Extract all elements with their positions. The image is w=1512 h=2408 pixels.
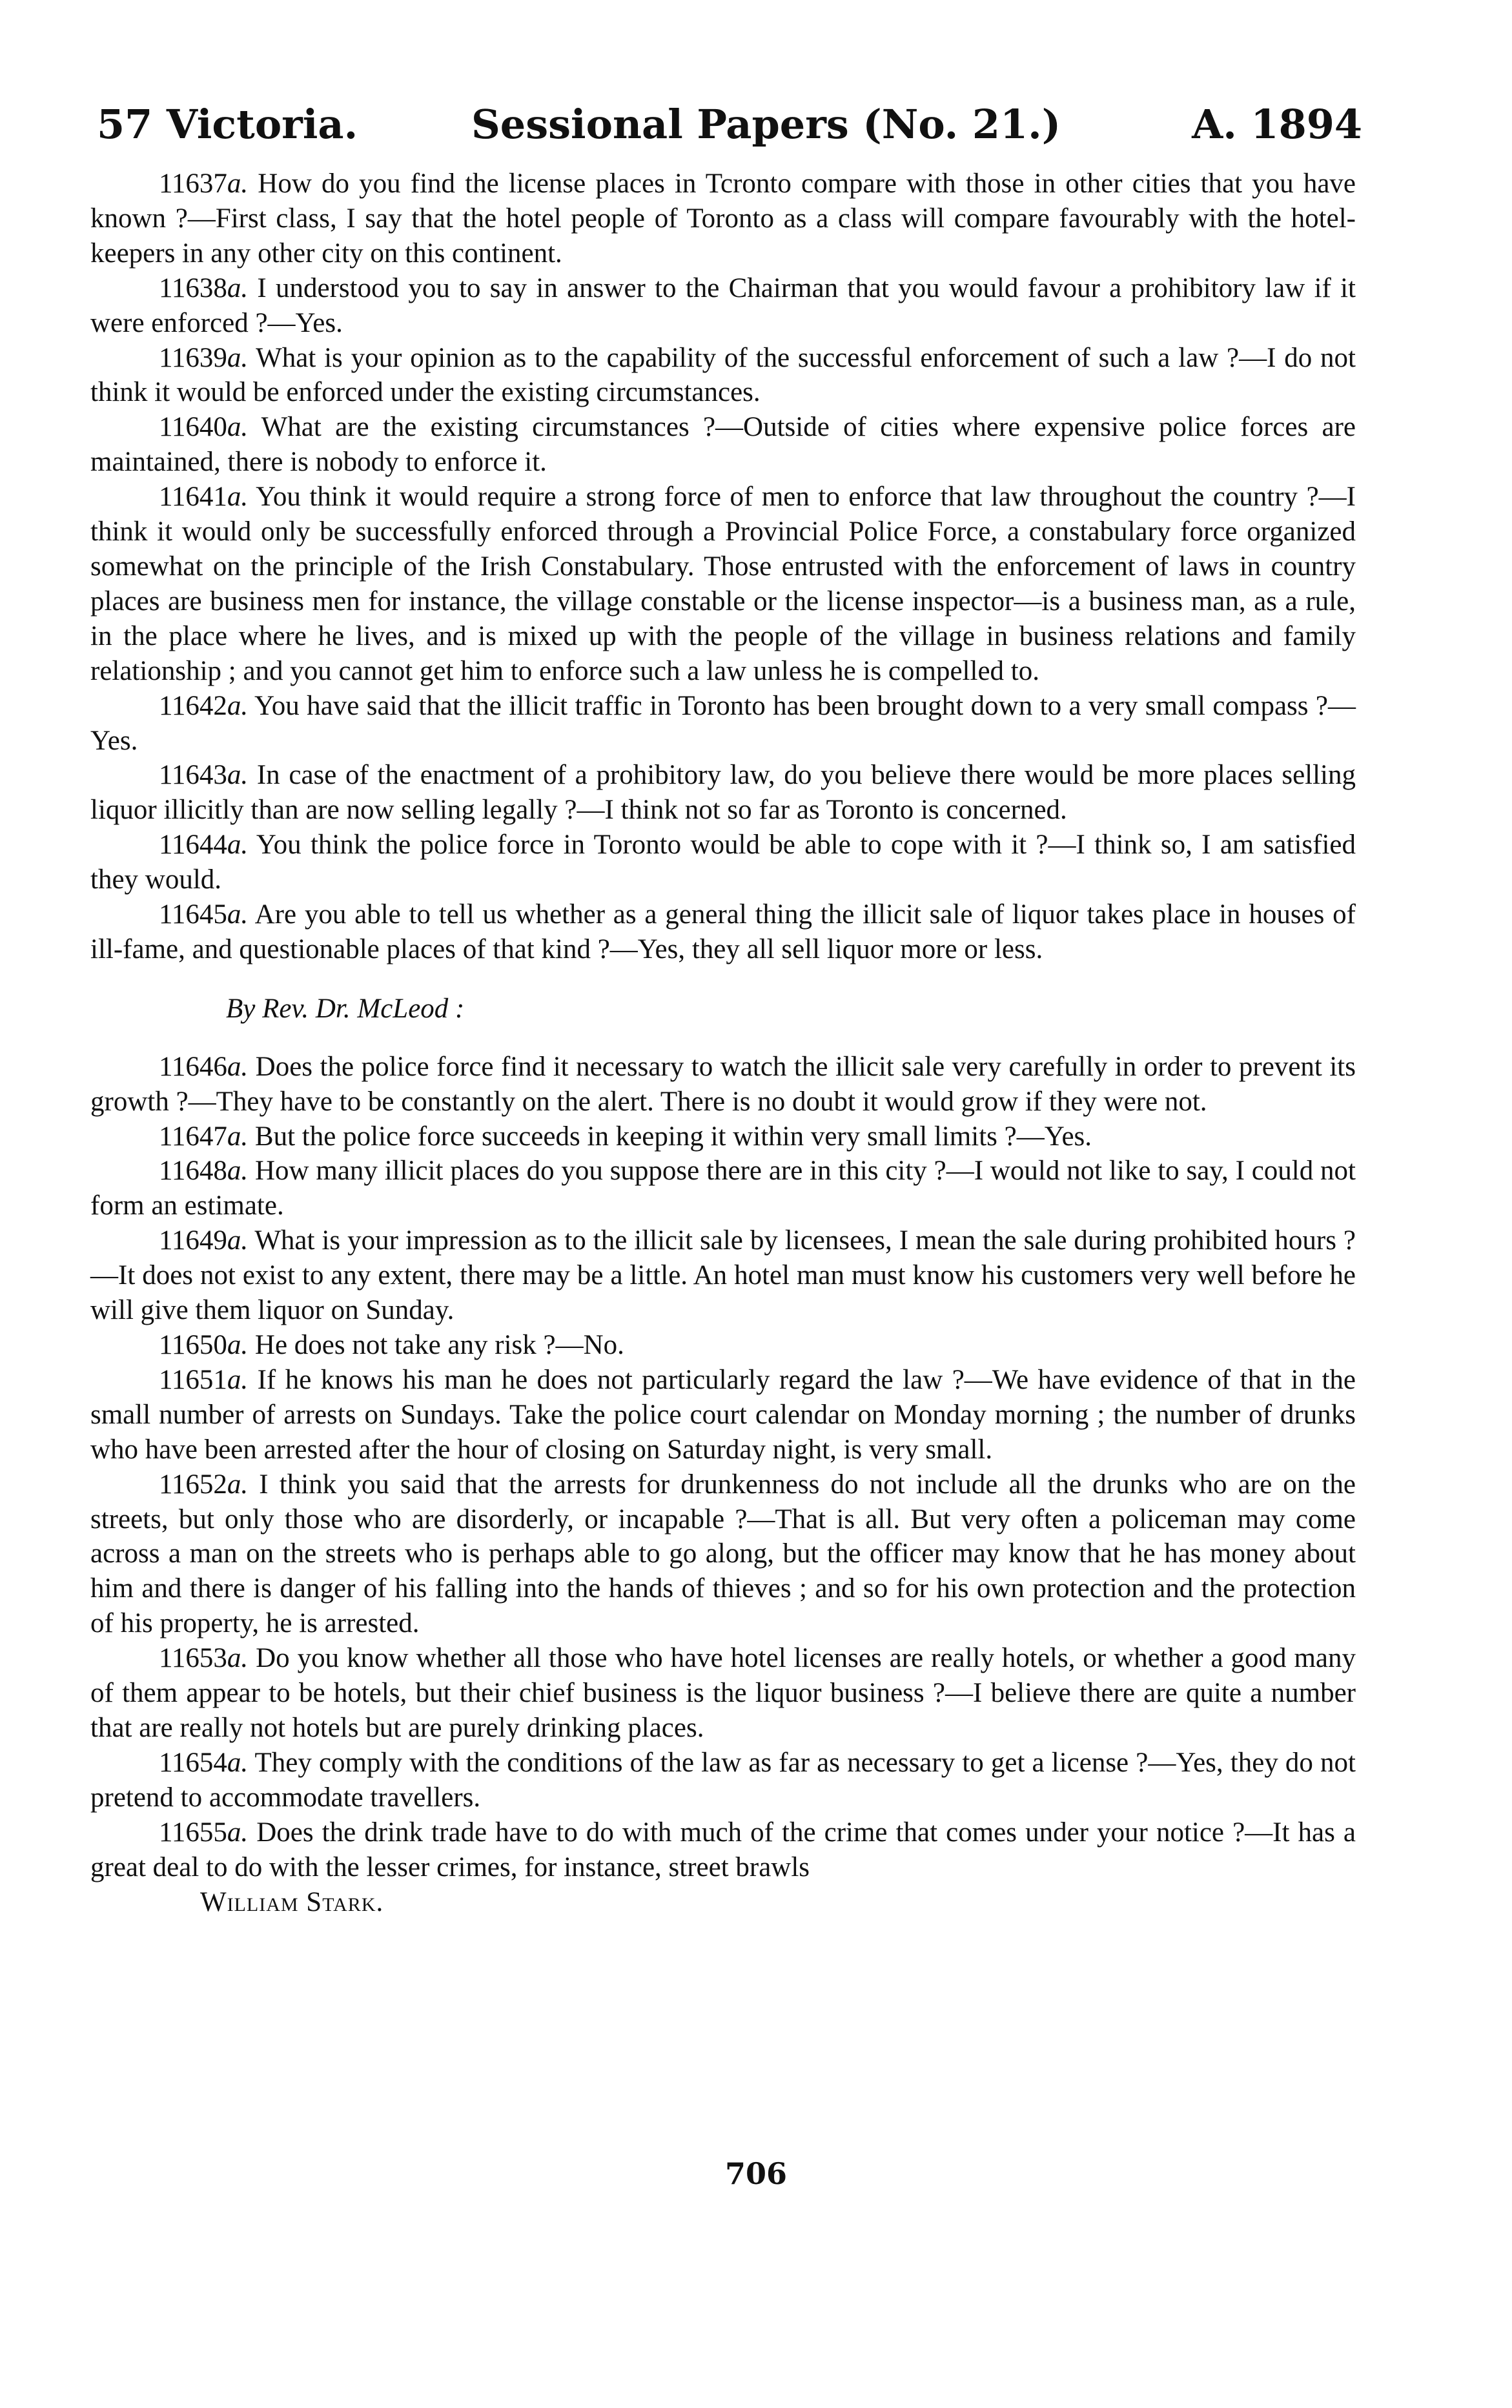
question-text: Does the police force find it necessary to watch the illicit sale very carefully in order to prevent its growth ?—They have to be constantly on the alert. There is no doubt it would grow if they were not. <box>90 1051 1356 1117</box>
question-text: How do you find the license places in Tcronto compare with those in other cities that you have known ?—First class, I say that the hotel people of Toronto as a class will compare favourably with the hotel-keepers in any other city on this continent. <box>90 168 1356 269</box>
question-text: What are the existing circumstances ?—Outside of cities where expensive police forces are maintained, there is nobody to enforce it. <box>90 412 1356 478</box>
question-number-suffix: a. <box>227 272 249 303</box>
question-number <box>159 1156 248 1186</box>
question-number <box>159 1469 248 1500</box>
question-paragraph <box>90 1328 1356 1363</box>
question-text: They comply with the conditions of the law as far as necessary to get a license ?—Yes, they do not pretend to accommodate travellers. <box>90 1747 1356 1813</box>
question-number-digits: 11650 <box>159 1330 227 1360</box>
question-number-suffix: a. <box>227 760 249 791</box>
question-number <box>159 830 248 860</box>
question-number-suffix: a. <box>227 482 249 513</box>
question-number <box>159 1643 248 1673</box>
question-number <box>159 1121 248 1152</box>
question-number-suffix: a. <box>227 1643 249 1674</box>
question-number-suffix: a. <box>227 1469 249 1500</box>
question-number <box>159 1052 248 1082</box>
question-number-digits: 11645 <box>159 899 227 930</box>
question-number <box>159 1365 248 1395</box>
witness-signature: William Stark. <box>200 1886 384 1917</box>
question-paragraph <box>90 480 1356 688</box>
question-number <box>159 1748 248 1778</box>
question-number-suffix: a. <box>227 1330 249 1360</box>
question-number <box>159 273 248 303</box>
question-text: But the police force succeeds in keeping it within very small limits ?—Yes. <box>248 1121 1092 1152</box>
question-number-digits: 11641 <box>159 482 227 513</box>
questions-after-byline <box>90 1050 1356 1885</box>
question-text: You think the police force in Toronto would be able to cope with it ?—I think so, I am satisfied they would. <box>90 830 1356 895</box>
question-number-suffix: a. <box>227 1156 249 1187</box>
question-number-digits: 11655 <box>159 1817 227 1848</box>
question-number-suffix: a. <box>227 412 249 443</box>
question-paragraph <box>90 758 1356 828</box>
question-number-suffix: a. <box>227 168 249 199</box>
page-body <box>90 167 1356 1919</box>
question-text: You have said that the illicit traffic in Toronto has been brought down to a very small compass ?—Yes. <box>90 690 1356 756</box>
question-number-suffix: a. <box>227 342 249 373</box>
question-number-digits: 11653 <box>159 1643 227 1674</box>
question-paragraph <box>90 1050 1356 1119</box>
question-text: Are you able to tell us whether as a general thing the illicit sale of liquor takes place in houses of ill-fame, and questionable places of that kind ?—Yes, they all sell liquor more or less. <box>90 899 1356 964</box>
question-number-digits: 11637 <box>159 168 227 199</box>
question-paragraph <box>90 1746 1356 1815</box>
byline: By Rev. Dr. McLeod : <box>226 993 465 1024</box>
question-number-digits: 11638 <box>159 272 227 303</box>
question-number-suffix: a. <box>227 1364 249 1395</box>
question-paragraph <box>90 689 1356 759</box>
question-text: In case of the enactment of a prohibitory law, do you believe there would be more places selling liquor illicitly than are now selling legally ?—I think not so far as Toronto is concerned. <box>90 760 1356 826</box>
question-number-suffix: a. <box>227 899 249 930</box>
question-number-digits: 11648 <box>159 1156 227 1187</box>
question-number-digits: 11652 <box>159 1469 227 1500</box>
question-paragraph <box>90 1467 1356 1642</box>
question-number <box>159 412 248 442</box>
question-paragraph <box>90 410 1356 480</box>
question-number <box>159 168 248 199</box>
question-number-suffix: a. <box>227 1817 249 1848</box>
question-text: What is your opinion as to the capability of the successful enforcement of such a law ?—I do not think it would be enforced under the existing circumstances. <box>90 342 1356 408</box>
question-text: I think you said that the arrests for drunkenness do not include all the drunks who are on the streets, but only those who are disorderly, or incapable ?—That is all. But very often a policeman may come across a man on the streets who is perhaps able to go along, but the officer may know that he has money about him and there is danger of his falling into the hands of thieves ; and so for his own protection and the protection of his property, he is arrested. <box>90 1469 1356 1639</box>
question-number-digits: 11642 <box>159 690 227 721</box>
question-number-digits: 11639 <box>159 342 227 373</box>
question-number <box>159 343 248 373</box>
question-number-suffix: a. <box>227 1121 249 1152</box>
question-paragraph <box>90 897 1356 967</box>
question-number <box>159 760 248 790</box>
question-number <box>159 899 248 930</box>
question-number-digits: 11644 <box>159 830 227 861</box>
question-paragraph <box>90 1815 1356 1885</box>
questions-before-byline <box>90 167 1356 967</box>
question-number-digits: 11640 <box>159 412 227 443</box>
question-paragraph <box>90 1154 1356 1223</box>
question-paragraph <box>90 1641 1356 1746</box>
header-year: A. 1894 <box>1192 101 1362 148</box>
question-number-digits: 11649 <box>159 1225 227 1256</box>
running-header <box>97 89 1362 160</box>
question-paragraph <box>90 341 1356 411</box>
question-paragraph <box>90 1223 1356 1328</box>
question-number-suffix: a. <box>227 1747 249 1778</box>
question-text: He does not take any risk ?—No. <box>248 1330 624 1360</box>
question-text: What is your impression as to the illicit sale by licensees, I mean the sale during prohibited hours ?—It does not exist to any extent, there may be a little. An hotel man must know his customers very well before he will give them liquor on Sunday. <box>90 1225 1356 1326</box>
question-text: How many illicit places do you suppose there are in this city ?—I would not like to say, I could not form an estimate. <box>90 1156 1356 1221</box>
question-paragraph <box>90 271 1356 341</box>
question-number <box>159 1225 248 1256</box>
question-text: I understood you to say in answer to the Chairman that you would favour a prohibitory law if it were enforced ?—Yes. <box>90 272 1356 338</box>
question-number-suffix: a. <box>227 1225 249 1256</box>
question-number-suffix: a. <box>227 830 249 861</box>
question-number-suffix: a. <box>227 1051 249 1082</box>
question-number-digits: 11647 <box>159 1121 227 1152</box>
question-paragraph <box>90 828 1356 897</box>
question-paragraph <box>90 1119 1356 1154</box>
question-number <box>159 482 248 512</box>
question-paragraph <box>90 167 1356 271</box>
page-number: 706 <box>724 2156 788 2191</box>
question-text: Does the drink trade have to do with much of the crime that comes under your notice ?—It has a great deal to do with the lesser crimes, for instance, street brawls <box>90 1817 1356 1883</box>
question-paragraph <box>90 1363 1356 1467</box>
question-text: If he knows his man he does not particularly regard the law ?—We have evidence of that in the small number of arrests on Sundays. Take the police court calendar on Monday morning ; the number of drunks who have been arrested after the hour of closing on Saturday night, is very small. <box>90 1364 1356 1465</box>
question-number <box>159 1330 248 1360</box>
question-text: You think it would require a strong force of men to enforce that law throughout the country ?—I think it would only be successfully enforced through a Provincial Police Force, a constabulary force organized somewhat on the principle of the Irish Constabulary. Those entrusted with the enforcement of laws in country places are business men for instance, the village constable or the license inspector—is a business man, as a rule, in the place where he lives, and is mixed up with the people of the village in business relations and family relationship ; and you cannot get him to enforce such a law unless he is compelled to. <box>90 482 1356 686</box>
question-text: Do you know whether all those who have hotel licenses are really hotels, or whether a good many of them appear to be hotels, but their chief business is the liquor business ?—I believe there are quite a number that are really not hotels but are purely drinking places. <box>90 1643 1356 1743</box>
question-number <box>159 691 248 721</box>
question-number <box>159 1817 248 1848</box>
header-series-title: Sessional Papers (No. 21.) <box>471 101 1061 148</box>
header-volume: 57 Victoria. <box>97 101 358 148</box>
question-number-digits: 11646 <box>159 1051 227 1082</box>
question-number-suffix: a. <box>227 690 249 721</box>
question-number-digits: 11643 <box>159 760 227 791</box>
question-number-digits: 11651 <box>159 1364 227 1395</box>
question-number-digits: 11654 <box>159 1747 227 1778</box>
